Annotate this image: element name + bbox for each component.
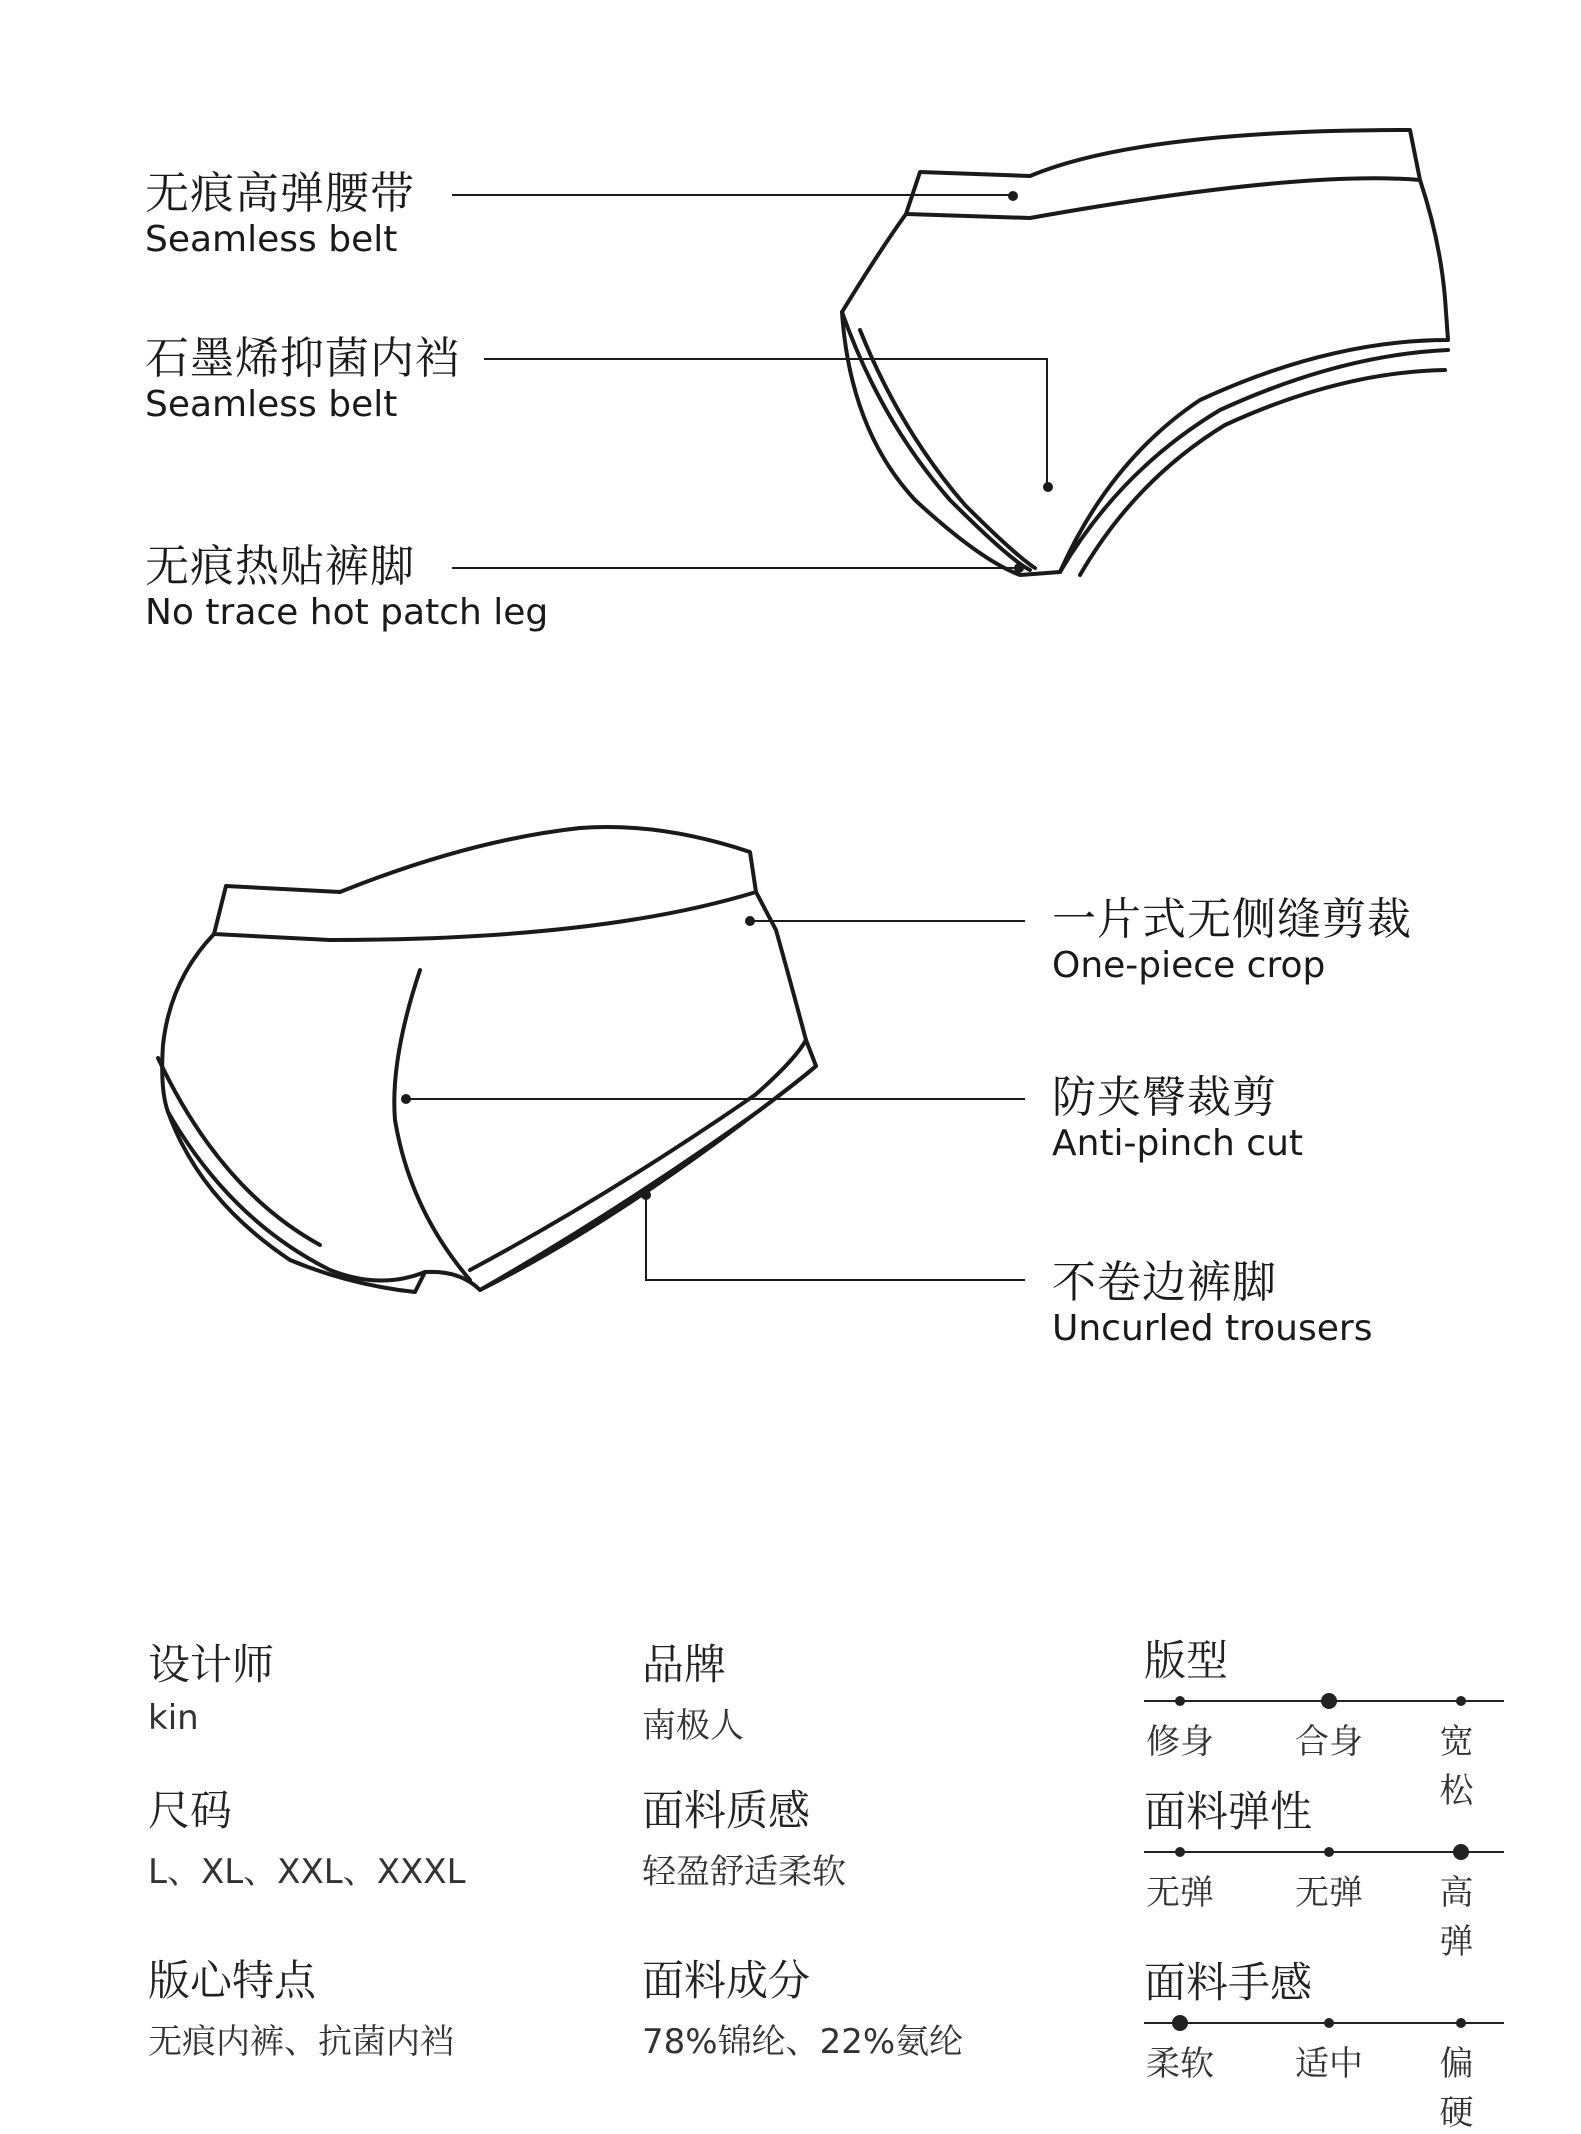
callout-title: 石墨烯抑菌内裆 <box>145 333 460 384</box>
spec-value: kin <box>148 1698 199 1738</box>
scale-option: 适中 <box>1295 2044 1363 2084</box>
back-leader-lines <box>406 921 1025 1280</box>
callout-one-piece-crop <box>1052 896 1412 986</box>
spec-composition <box>642 1948 963 2063</box>
scale-hand-feel <box>1144 1950 1504 2133</box>
spec-label: 面料质感 <box>642 1786 811 1835</box>
callout-title: 一片式无侧缝剪裁 <box>1052 894 1412 945</box>
scale-option: 合身 <box>1295 1722 1363 1762</box>
callout-title: 无痕热贴裤脚 <box>145 541 415 592</box>
callout-subtitle: One-piece crop <box>1052 945 1326 987</box>
spec-designer <box>148 1632 274 1738</box>
callout-subtitle: Seamless belt <box>145 219 398 261</box>
scale-dot-selected <box>1453 1844 1469 1860</box>
front-leader-lines <box>452 195 1047 568</box>
scale-option: 无弹 <box>1295 1873 1363 1913</box>
spec-label: 面料成分 <box>642 1956 811 2005</box>
scale-options <box>1144 1865 1504 1962</box>
callout-anti-pinch-cut <box>1052 1074 1303 1164</box>
spec-size <box>148 1778 466 1893</box>
back-briefs-drawing <box>158 827 816 1292</box>
callout-title: 防夹臀裁剪 <box>1052 1072 1277 1123</box>
callout-title: 不卷边裤脚 <box>1052 1257 1277 1308</box>
scale-option: 修身 <box>1146 1722 1214 1762</box>
back-leader-dot <box>401 1094 411 1104</box>
scale-dot <box>1456 1696 1466 1706</box>
scale-track <box>1144 1692 1504 1710</box>
spec-fabric-texture <box>642 1778 846 1893</box>
spec-label: 品牌 <box>642 1640 727 1689</box>
scale-dot-selected <box>1321 1693 1337 1709</box>
scale-track <box>1144 2014 1504 2032</box>
spec-value: 轻盈舒适柔软 <box>642 1852 846 1892</box>
scale-options <box>1144 1714 1504 1811</box>
scale-option: 高弹 <box>1439 1873 1474 1962</box>
callout-antibacterial-crotch <box>145 335 460 425</box>
callout-uncurled-leg <box>1052 1259 1372 1349</box>
back-leader-dot <box>745 916 755 926</box>
scale-track <box>1144 1843 1504 1861</box>
scale-dot <box>1324 2018 1334 2028</box>
spec-label: 版心特点 <box>148 1956 317 2005</box>
spec-value: L、XL、XXL、XXXL <box>148 1852 466 1892</box>
scale-fit <box>1144 1628 1504 1811</box>
callout-subtitle: Anti-pinch cut <box>1052 1123 1303 1165</box>
scale-options <box>1144 2036 1504 2133</box>
spec-label: 尺码 <box>148 1786 233 1835</box>
front-leader-dot <box>1008 191 1018 201</box>
scale-title: 版型 <box>1144 1636 1229 1685</box>
callout-seamless-waistband <box>145 170 415 260</box>
spec-value: 78%锦纶、22%氨纶 <box>642 2022 964 2062</box>
spec-value: 南极人 <box>642 1706 744 1746</box>
scale-option: 宽松 <box>1439 1722 1474 1811</box>
scale-dot <box>1324 1847 1334 1857</box>
scale-elasticity <box>1144 1779 1504 1962</box>
front-briefs-drawing <box>842 130 1448 575</box>
callout-subtitle: Uncurled trousers <box>1052 1308 1373 1350</box>
callout-subtitle: Seamless belt <box>145 384 398 426</box>
scale-dot-selected <box>1172 2015 1188 2031</box>
scale-dot <box>1175 1696 1185 1706</box>
scale-option: 无弹 <box>1146 1873 1214 1913</box>
front-leader-dot <box>1043 482 1053 492</box>
callout-title: 无痕高弹腰带 <box>145 168 415 219</box>
spec-value: 无痕内裤、抗菌内裆 <box>148 2022 454 2062</box>
front-leader-dot <box>1014 563 1024 573</box>
scale-title: 面料手感 <box>1144 1958 1313 2007</box>
back-leader-dot <box>641 1190 651 1200</box>
scale-dot <box>1175 1847 1185 1857</box>
scale-option: 偏硬 <box>1439 2044 1474 2133</box>
callout-subtitle: No trace hot patch leg <box>145 592 549 634</box>
scale-title: 面料弹性 <box>1144 1787 1313 1836</box>
scale-option: 柔软 <box>1146 2044 1214 2084</box>
callout-hot-patch-leg <box>145 543 548 633</box>
spec-brand <box>642 1632 744 1747</box>
scale-dot <box>1456 2018 1466 2028</box>
spec-label: 设计师 <box>148 1640 275 1689</box>
spec-features <box>148 1948 454 2063</box>
